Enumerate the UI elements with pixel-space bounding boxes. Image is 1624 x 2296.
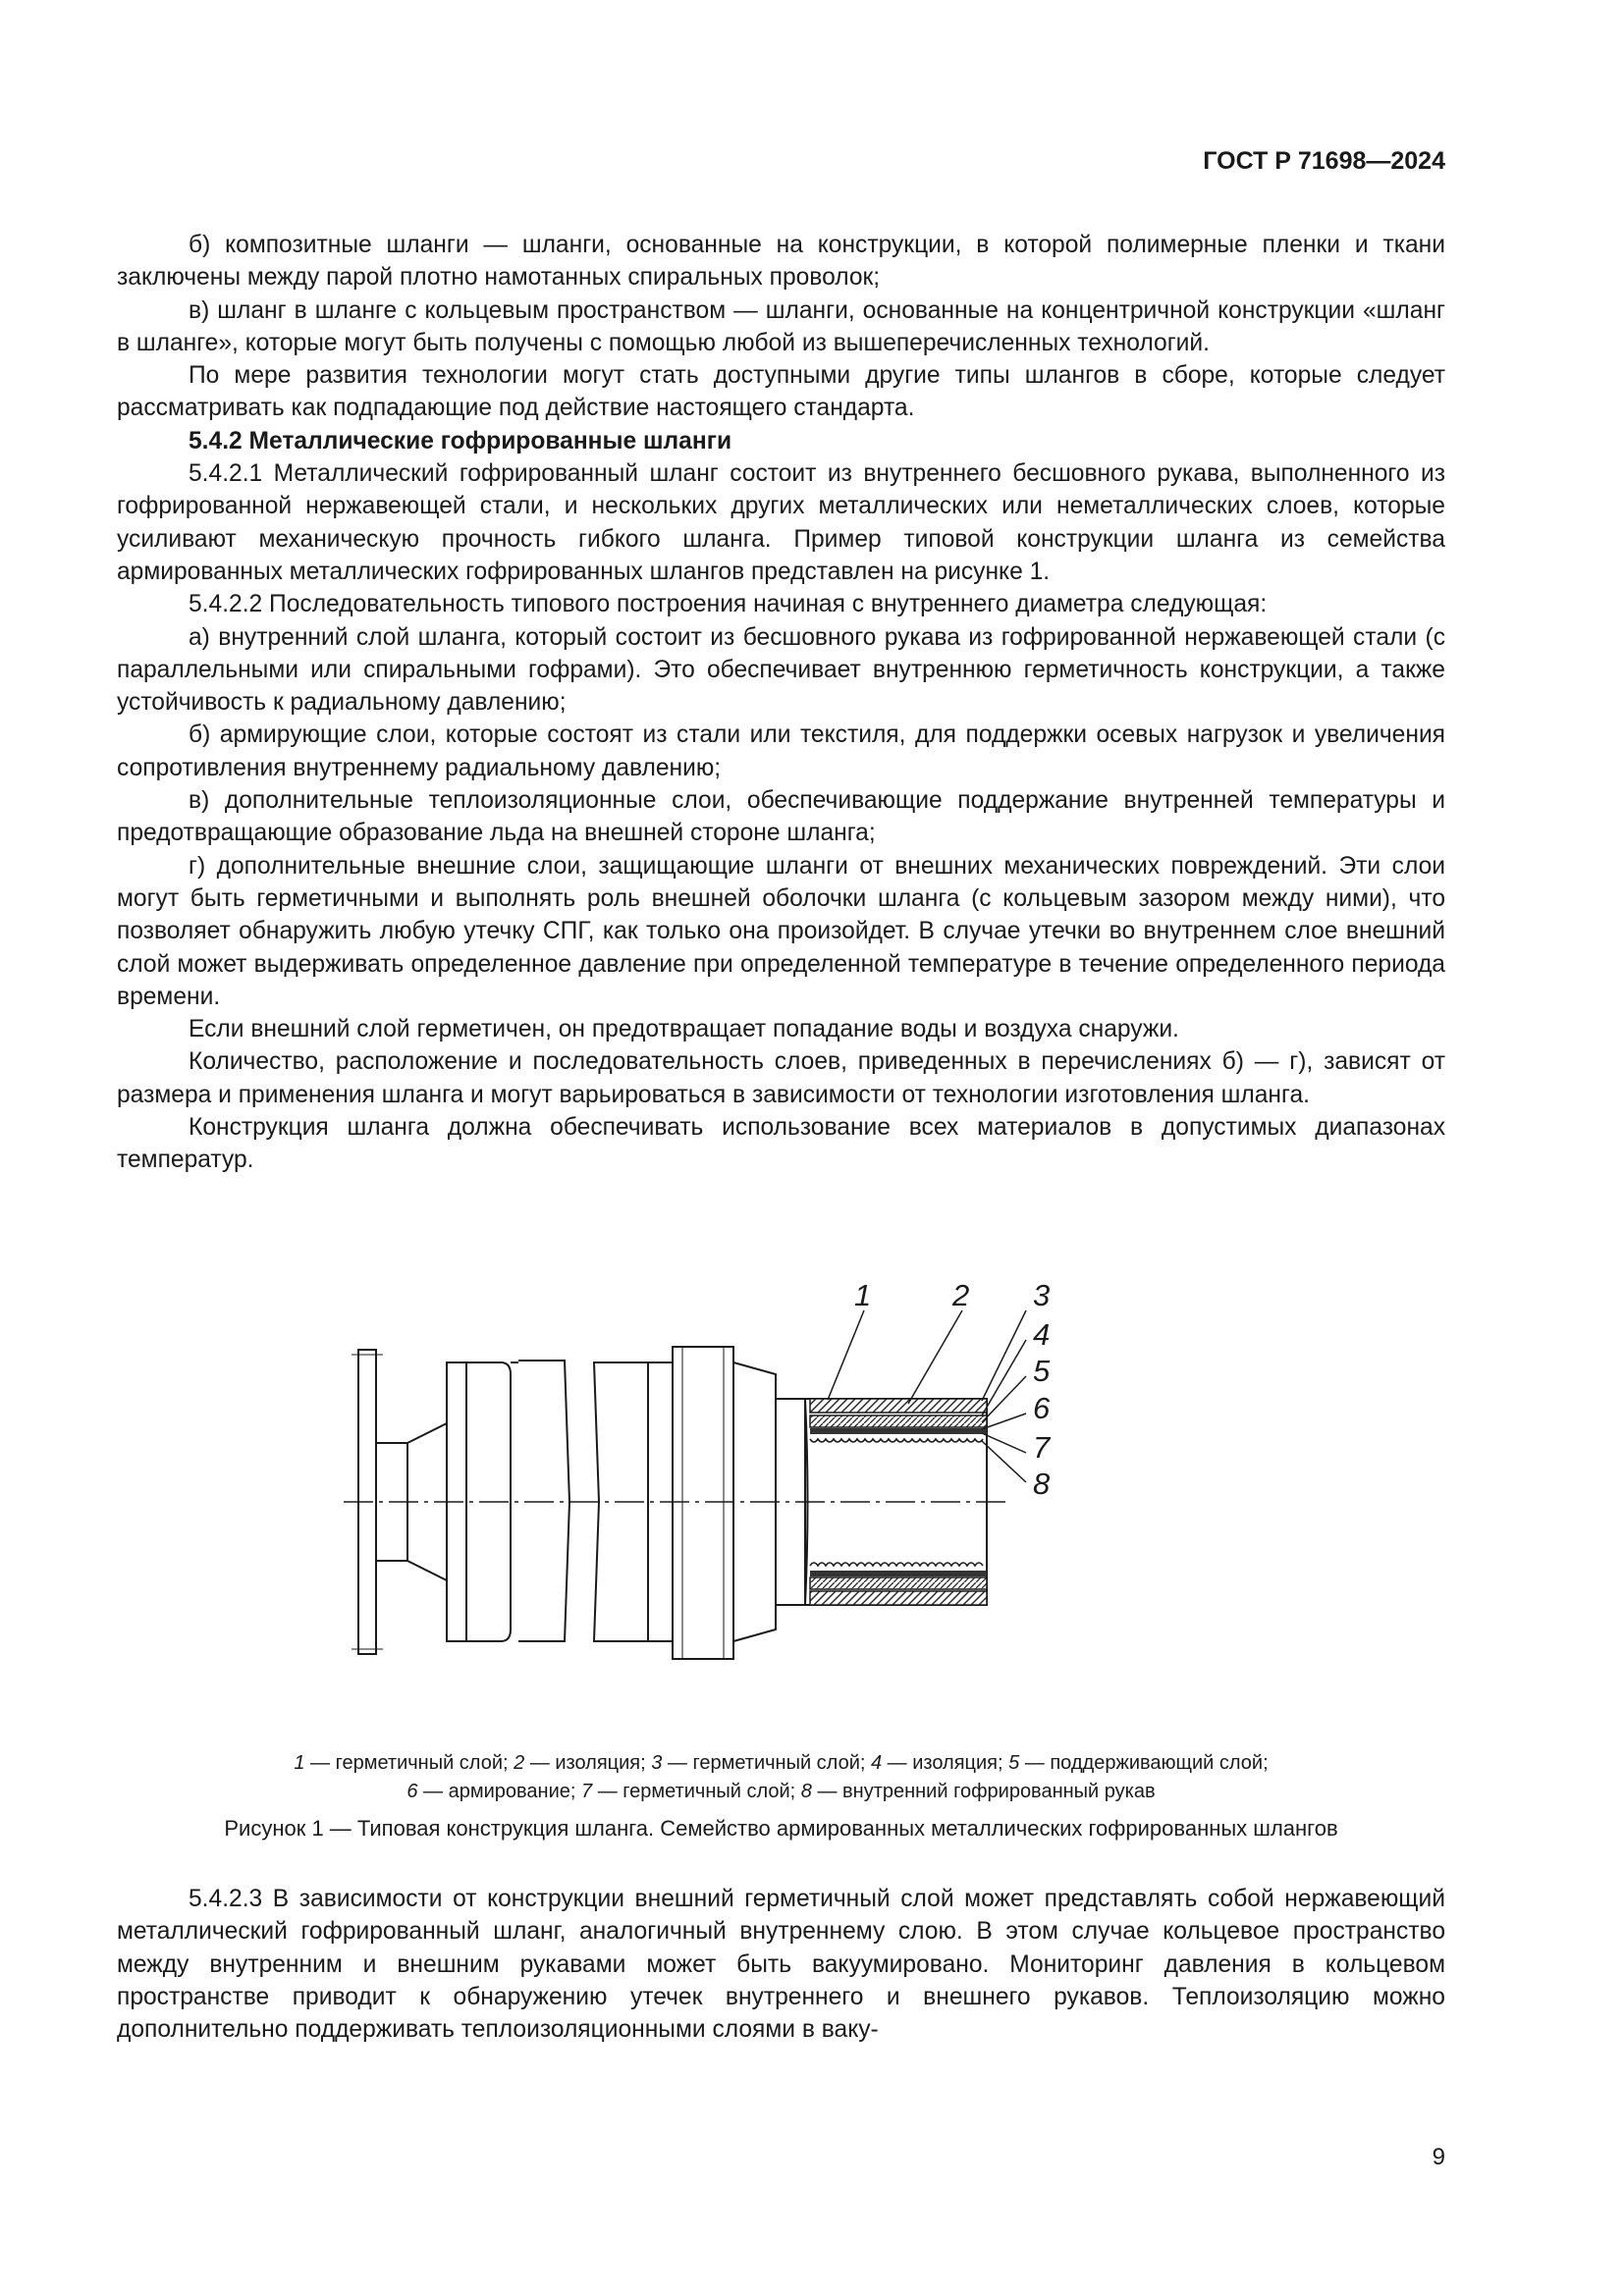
legend-line (117, 1749, 1445, 1778)
hose-construction-figure (334, 1276, 1218, 1752)
legend-text: — поддерживающий слой; (1019, 1752, 1269, 1774)
body-text-bottom (117, 1883, 1445, 2046)
callout-8: 8 (1033, 1467, 1051, 1501)
paragraph: 5.4.2.2 Последовательность типового построения начиная с внутреннего диаметра следующая: (189, 591, 1268, 618)
body-text-top (117, 229, 1445, 1177)
paragraph: Количество, расположение и последовательность слоев, приведенных в перечислениях б) — г), зависят от размера и применения шланга и могут варьироваться в зависимости от технологии изготовления шланга. (117, 1048, 1445, 1108)
callout-2: 2 (952, 1278, 970, 1312)
paragraph: Конструкция шланга должна обеспечивать использование всех материалов в допустимых диапазонах температур. (117, 1114, 1445, 1174)
figure-legend (117, 1749, 1445, 1806)
callout-4: 4 (1033, 1317, 1051, 1352)
legend-number: 3 (651, 1752, 663, 1774)
callout-6: 6 (1033, 1391, 1051, 1425)
legend-text: — изоляция; (882, 1752, 1009, 1774)
legend-text: — армирование; (417, 1781, 582, 1802)
legend-text: — внутренний гофрированный рукав (811, 1781, 1156, 1802)
hose-drawing (334, 1276, 1218, 1747)
callout-7: 7 (1033, 1430, 1051, 1465)
legend-text: — герметичный слой; (304, 1752, 514, 1774)
legend-number: 8 (800, 1781, 812, 1802)
section-heading: 5.4.2 Металлические гофрированные шланги (189, 427, 732, 454)
legend-number: 7 (581, 1781, 593, 1802)
legend-number: 1 (294, 1752, 305, 1774)
paragraph: б) композитные шланги — шланги, основанные на конструкции, в которой полимерные пленки и ткани заключены между парой плотно намотанных спиральных проволок; (117, 232, 1445, 292)
paragraph: а) внутренний слой шланга, который состоит из бесшовного рукава из гофрированной нержавеющей стали (с параллельными или спиральными гофрами). Это обеспечивает внутреннюю герметичность конструкции, а также устойчивость к радиальному давлению; (117, 623, 1445, 717)
legend-number: 2 (514, 1752, 525, 1774)
hose-outline (352, 1347, 987, 1659)
document-header: ГОСТ Р 71698—2024 (1203, 147, 1445, 175)
legend-number: 5 (1008, 1752, 1020, 1774)
legend-number: 4 (871, 1752, 883, 1774)
callout-5: 5 (1033, 1354, 1051, 1388)
legend-line (117, 1778, 1445, 1806)
paragraph: 5.4.2.3 В зависимости от конструкции внешний герметичный слой может представлять собой нержавеющий металлический гофрированный шланг, аналогичный внутреннему слою. В этом случае кольцевое пространство между внутренним и внешним рукавами может быть вакуумировано. Мониторинг давления в кольцевом пространстве приводит к обнаружению утечек внутреннего и внешнего рукавов. Теплоизоляцию можно дополнительно поддерживать теплоизоляционными слоями в ваку- (117, 1886, 1445, 2044)
legend-text: — герметичный слой; (662, 1752, 871, 1774)
page-number: 9 (1432, 2144, 1445, 2170)
paragraph: Если внешний слой герметичен, он предотвращает попадание воды и воздуха снаружи. (189, 1016, 1179, 1043)
callout-3: 3 (1033, 1278, 1051, 1312)
legend-text: — изоляция; (524, 1752, 652, 1774)
paragraph: По мере развития технологии могут стать доступными другие типы шлангов в сборе, которые следует рассматривать как подпадающие под действие настоящего стандарта. (117, 362, 1445, 422)
paragraph: в) шланг в шланге с кольцевым пространством — шланги, основанные на концентричной конструкции «шланг в шланге», которые могут быть получены с помощью любой из вышеперечисленных технологий. (117, 296, 1445, 356)
paragraph: б) армирующие слои, которые состоят из стали или текстиля, для поддержки осевых нагрузок и увеличения сопротивления внутреннему радиальному давлению; (117, 721, 1445, 781)
legend-text: — герметичный слой; (592, 1781, 801, 1802)
paragraph: в) дополнительные теплоизоляционные слои, обеспечивающие поддержание внутренней температуры и предотвращающие образование льда на внешней стороне шланга; (117, 787, 1445, 847)
figure-caption: Рисунок 1 — Типовая конструкция шланга. Семейство армированных металлических гофрированных шлангов (224, 1816, 1338, 1841)
paragraph: г) дополнительные внешние слои, защищающие шланги от внешних механических повреждений. Эти слои могут быть герметичными и выполнять роль внешней оболочки шланга (с кольцевым зазором между ними), что позволяет обнаружить любую утечку СПГ, как только она произойдет. В случае утечки во внутреннем слое внешний слой может выдерживать определенное давление при определенной температуре в течение определенного периода времени. (117, 852, 1445, 1010)
callout-1: 1 (854, 1278, 872, 1312)
paragraph: 5.4.2.1 Металлический гофрированный шланг состоит из внутреннего бесшовного рукава, выполненного из гофрированной нержавеющей стали, и нескольких других металлических или неметаллических слоев, которые усиливают механическую прочность гибкого шланга. Пример типовой конструкции шланга из семейства армированных металлических гофрированных шлангов представлен на рисунке 1. (117, 460, 1445, 585)
legend-number: 6 (406, 1781, 418, 1802)
